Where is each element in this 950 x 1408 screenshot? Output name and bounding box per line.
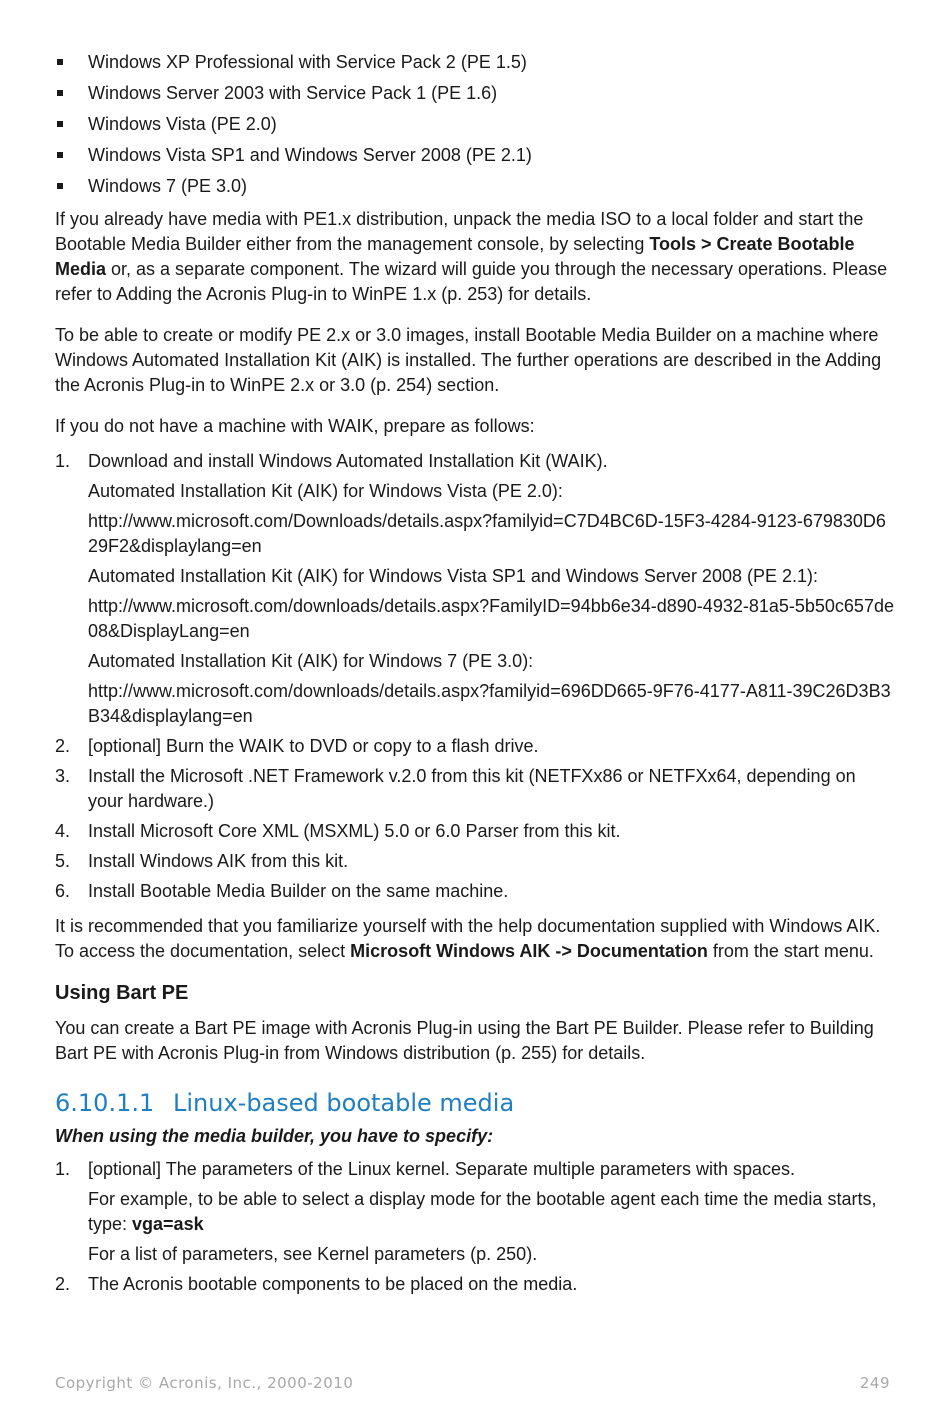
- bullet-square-icon: [57, 59, 63, 65]
- example-text: For example, to be able to select a display mode for the bootable agent each time the media starts, type: vga=ask: [88, 1189, 877, 1234]
- page-number: 249: [859, 1374, 890, 1392]
- bullet-square-icon: [57, 90, 63, 96]
- paragraph-bart-pe: You can create a Bart PE image with Acronis Plug-in using the Bart PE Builder. Please refer to Building Bart PE with Acronis Plug-in from Windows distribution (p. 255) for details.: [55, 1018, 874, 1063]
- heading-using-bart-pe: Using Bart PE: [55, 982, 189, 1004]
- paragraph-waik-intro: If you do not have a machine with WAIK, prepare as follows:: [55, 416, 535, 436]
- bullet-square-icon: [57, 121, 63, 127]
- page-footer: [55, 1374, 890, 1392]
- list-item: Windows Server 2003 with Service Pack 1 (PE 1.6): [55, 81, 895, 106]
- list-item: 2. The Acronis bootable components to be placed on the media.: [55, 1274, 578, 1294]
- list-item: 4. Install Microsoft Core XML (MSXML) 5.0 or 6.0 Parser from this kit.: [55, 821, 621, 841]
- waik-steps-list: [55, 449, 895, 904]
- list-item: Windows Vista SP1 and Windows Server 2008 (PE 2.1): [55, 143, 895, 168]
- bullet-square-icon: [57, 152, 63, 158]
- list-item: 1. Download and install Windows Automated Installation Kit (WAIK). Automated Installation Kit (AIK) for Windows Vista (PE 2.0): http://www.microsoft.com/Downloads/details.aspx?familyid=C7D4BC6D-15F3-4284-9123-679830D629F2&displaylang=en Automated Installation Kit (AIK) for Windows Vista SP1 and Windows Server 2008 (PE 2.1): http://www.microsoft.com/downloads/details.aspx?FamilyID=94bb6e34-d890-4932-81a5-5b50c657de08&DisplayLang=en Automated Installation Kit (AIK) for Windows 7 (PE 3.0): http://www.microsoft.com/downloads/details.aspx?familyid=696DD665-9F76-4177-A811-39C26D3B3B34&displaylang=en: [55, 449, 895, 729]
- list-item: Windows XP Professional with Service Pack 2 (PE 1.5): [55, 50, 895, 75]
- kernel-params-ref: For a list of parameters, see Kernel parameters (p. 250).: [88, 1244, 538, 1264]
- link-aik-vista-sp1[interactable]: http://www.microsoft.com/downloads/details.aspx?FamilyID=94bb6e34-d890-4932-81a5-5b50c657de08&DisplayLang=en: [88, 596, 894, 641]
- paragraph-pe2x: To be able to create or modify PE 2.x or 3.0 images, install Bootable Media Builder on a machine where Windows Automated Installation Kit (AIK) is installed. The further operations are described in the Adding the Acronis Plug-in to WinPE 2.x or 3.0 (p. 254) section.: [55, 325, 882, 395]
- paragraph-pe1x: If you already have media with PE1.x distribution, unpack the media ISO to a local folder and start the Bootable Media Builder either from the management console, by selecting Tools > Create Bootable Media or, as a separate component. The wizard will guide you through the necessary operations. Please refer to Adding the Acronis Plug-in to WinPE 1.x (p. 253) for details.: [55, 209, 888, 304]
- linux-media-list: [55, 1157, 895, 1297]
- bullet-square-icon: [57, 183, 63, 189]
- list-item: 6. Install Bootable Media Builder on the same machine.: [55, 881, 509, 901]
- pe-version-list: [55, 50, 895, 199]
- list-item: Windows 7 (PE 3.0): [55, 174, 895, 199]
- list-item: Windows Vista (PE 2.0): [55, 112, 895, 137]
- list-item: 1. [optional] The parameters of the Linux kernel. Separate multiple parameters with spaces. For example, to be able to select a display mode for the bootable agent each time the media starts, type: vga=ask For a list of parameters, see Kernel parameters (p. 250).: [55, 1157, 895, 1267]
- paragraph-aik-docs: It is recommended that you familiarize yourself with the help documentation supplied with Windows AIK. To access the documentation, select Microsoft Windows AIK -> Documentation from the start menu.: [55, 916, 881, 961]
- document-page: [55, 50, 895, 1307]
- link-aik-win7[interactable]: http://www.microsoft.com/downloads/details.aspx?familyid=696DD665-9F76-4177-A811-39C26D3B3B34&displaylang=en: [88, 681, 891, 726]
- aik-download-links: Automated Installation Kit (AIK) for Windows Vista (PE 2.0): http://www.microsoft.com/Downloads/details.aspx?familyid=C7D4BC6D-15F3-4284-9123-679830D629F2&displaylang=en Automated Installation Kit (AIK) for Windows Vista SP1 and Windows Server 2008 (PE 2.1): http://www.microsoft.com/downloads/details.aspx?FamilyID=94bb6e34-d890-4932-81a5-5b50c657de08&DisplayLang=en Automated Installation Kit (AIK) for Windows 7 (PE 3.0): http://www.microsoft.com/downloads/details.aspx?familyid=696DD665-9F76-4177-A811-39C26D3B3B34&displaylang=en: [88, 479, 895, 729]
- lead-in-text: When using the media builder, you have to specify:: [55, 1126, 494, 1146]
- link-aik-vista[interactable]: http://www.microsoft.com/Downloads/details.aspx?familyid=C7D4BC6D-15F3-4284-9123-679830D629F2&displaylang=en: [88, 511, 886, 556]
- list-item: 5. Install Windows AIK from this kit.: [55, 851, 349, 871]
- copyright-text: Copyright © Acronis, Inc., 2000-2010: [55, 1374, 354, 1392]
- section-heading-linux: 6.10.1.1 Linux-based bootable media: [55, 1089, 515, 1117]
- list-item: 2. [optional] Burn the WAIK to DVD or copy to a flash drive.: [55, 736, 539, 756]
- list-item: 3. Install the Microsoft .NET Framework v.2.0 from this kit (NETFXx86 or NETFXx64, depending on your hardware.): [55, 766, 856, 811]
